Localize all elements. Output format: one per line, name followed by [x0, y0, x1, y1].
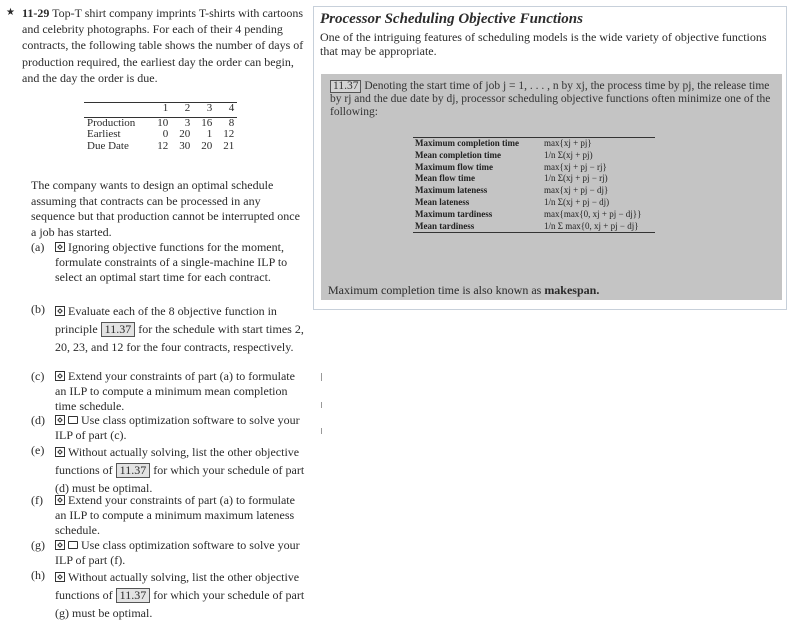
objective-name: Mean flow time	[415, 173, 475, 184]
definition-body: Denoting the start time of job j = 1, . . . , n by xj, the process time by pj, the release time by rj and the due date by dj, processor scheduling objective functions often minimize one of the following:	[330, 80, 771, 118]
col-header: 4	[215, 103, 237, 118]
cell: 12	[223, 128, 235, 140]
part-text: for which your schedule of part (d) must be optimal.	[55, 463, 305, 495]
part-text: Without actually solving, list the other objective functions of	[55, 445, 300, 477]
part-letter: (b)	[31, 302, 45, 316]
part-text: Without actually solving, list the other objective functions of	[55, 570, 300, 602]
objective-formula: max{xj + pj}	[542, 138, 655, 150]
part-text: Ignoring objective functions for the moment, formulate constraints of a single-machine ILP to select an optimal start time for each contract.	[55, 240, 288, 285]
part-c	[31, 369, 307, 415]
part-text: Use class optimization software to solve your ILP of part (f).	[55, 538, 300, 568]
part-letter: (d)	[31, 413, 45, 427]
row-label: Due Date	[87, 139, 129, 152]
cell: 12	[157, 139, 169, 152]
objective-formula: max{xj + pj − dj}	[544, 185, 609, 196]
part-d	[31, 413, 307, 443]
part-text: Evaluate each of the 8 objective function in principle	[55, 304, 277, 336]
part-letter: (a)	[31, 240, 45, 254]
objective-name: Maximum lateness	[415, 185, 488, 196]
part-g	[31, 538, 307, 568]
row-label: Production	[87, 116, 136, 129]
formulate-icon	[55, 242, 65, 252]
objective-formula: max{max{0, xj + pj − dj}}	[544, 208, 642, 219]
cell: 3	[184, 116, 191, 129]
part-text: Use class optimization software to solve your ILP of part (c).	[55, 413, 300, 443]
table-header-row	[84, 103, 237, 118]
part-letter: (h)	[31, 568, 45, 582]
star-bullet-icon: ★	[6, 7, 15, 18]
problem-intro: Top-T shirt company imprints T-shirts with cartoons and celebrity photographs. For each of their 4 pending contracts, the following table shows the number of days of production required, the earliest day the order can begin, and the day the order is due.	[22, 6, 304, 85]
problem-header	[8, 5, 304, 86]
objective-name: Mean lateness	[415, 196, 470, 207]
part-b	[31, 302, 307, 356]
formulate-icon	[55, 447, 65, 457]
part-text: for the schedule with start times 2, 20, 23, and 12 for the four contracts, respectively.	[55, 322, 304, 354]
cell: 21	[223, 139, 235, 152]
design-paragraph: The company wants to design an optimal schedule assuming that contracts can be processed in any sequence but that production cannot be interrupted once a job has started.	[31, 178, 300, 239]
cell: 20	[179, 128, 191, 140]
col-header: 1	[149, 103, 171, 118]
part-text: Extend your constraints of part (a) to formulate an ILP to compute a minimum mean completion time schedule.	[55, 369, 295, 414]
contract-table	[84, 102, 237, 152]
part-f	[31, 493, 307, 539]
part-e	[31, 443, 307, 497]
formulate-icon	[55, 415, 65, 425]
table-row	[413, 138, 655, 150]
part-a	[31, 240, 307, 286]
scan-mark	[321, 428, 322, 434]
note-term: makespan.	[544, 283, 600, 297]
formulate-icon	[55, 306, 65, 316]
objective-formula: 1/n Σ(xj + pj − rj)	[544, 173, 608, 184]
reference-box: 11.37	[101, 322, 136, 337]
table-row	[413, 197, 655, 209]
objective-name: Maximum completion time	[413, 138, 542, 150]
formulate-icon	[55, 371, 65, 381]
table-row	[413, 221, 655, 233]
cell: 30	[179, 139, 191, 152]
cell: 20	[201, 139, 213, 152]
scan-mark	[321, 402, 322, 408]
objective-formula: 1/n Σ(xj + pj)	[544, 149, 593, 160]
col-header: 3	[193, 103, 215, 118]
objective-name: Maximum flow time	[415, 161, 493, 172]
objective-name: Mean tardiness	[413, 221, 542, 233]
part-letter: (e)	[31, 443, 45, 457]
reference-box: 11.37	[116, 463, 151, 478]
note-text: Maximum completion time is also known as	[328, 283, 542, 297]
col-header: 2	[171, 103, 193, 118]
cell: 1	[206, 128, 213, 140]
computer-icon	[68, 416, 78, 424]
table-row	[413, 162, 655, 174]
formulate-icon	[55, 540, 65, 550]
table-row	[84, 141, 237, 153]
part-letter: (c)	[31, 369, 45, 383]
panel-intro: One of the intriguing features of scheduling models is the wide variety of objective functions that may be appropriate.	[320, 30, 767, 58]
objective-name: Mean completion time	[415, 149, 501, 160]
formulate-icon	[55, 572, 65, 582]
objective-formula: 1/n Σ(xj + pj − dj)	[544, 196, 610, 207]
table-row	[413, 173, 655, 185]
makespan-note	[328, 283, 599, 298]
scan-mark	[321, 373, 322, 381]
cell: 10	[157, 116, 169, 129]
objective-formula: 1/n Σ max{0, xj + pj − dj}	[542, 221, 655, 233]
objectives-table	[413, 137, 655, 233]
objective-name: Maximum tardiness	[415, 208, 493, 219]
part-text: for which your schedule of part (g) must be optimal.	[55, 588, 305, 620]
cell: 8	[228, 116, 235, 129]
cell: 16	[201, 116, 213, 129]
computer-icon	[68, 541, 78, 549]
reference-box: 11.37	[116, 588, 151, 603]
part-text: Extend your constraints of part (a) to formulate an ILP to compute a minimum maximum lateness schedule.	[55, 493, 295, 538]
table-row	[413, 185, 655, 197]
cell: 0	[162, 128, 169, 140]
part-h	[31, 568, 307, 622]
definition-number: 11.37	[330, 80, 361, 93]
table-row	[413, 150, 655, 162]
part-letter: (g)	[31, 538, 45, 552]
panel-title: Processor Scheduling Objective Functions	[320, 11, 583, 27]
table-row	[84, 129, 237, 141]
table-row	[413, 209, 655, 221]
part-letter: (f)	[31, 493, 43, 507]
row-label: Earliest	[87, 128, 121, 140]
formulate-icon	[55, 495, 65, 505]
definition-text	[330, 80, 775, 118]
problem-number: 11-29	[22, 6, 50, 20]
objective-formula: max{xj + pj − rj}	[544, 161, 607, 172]
